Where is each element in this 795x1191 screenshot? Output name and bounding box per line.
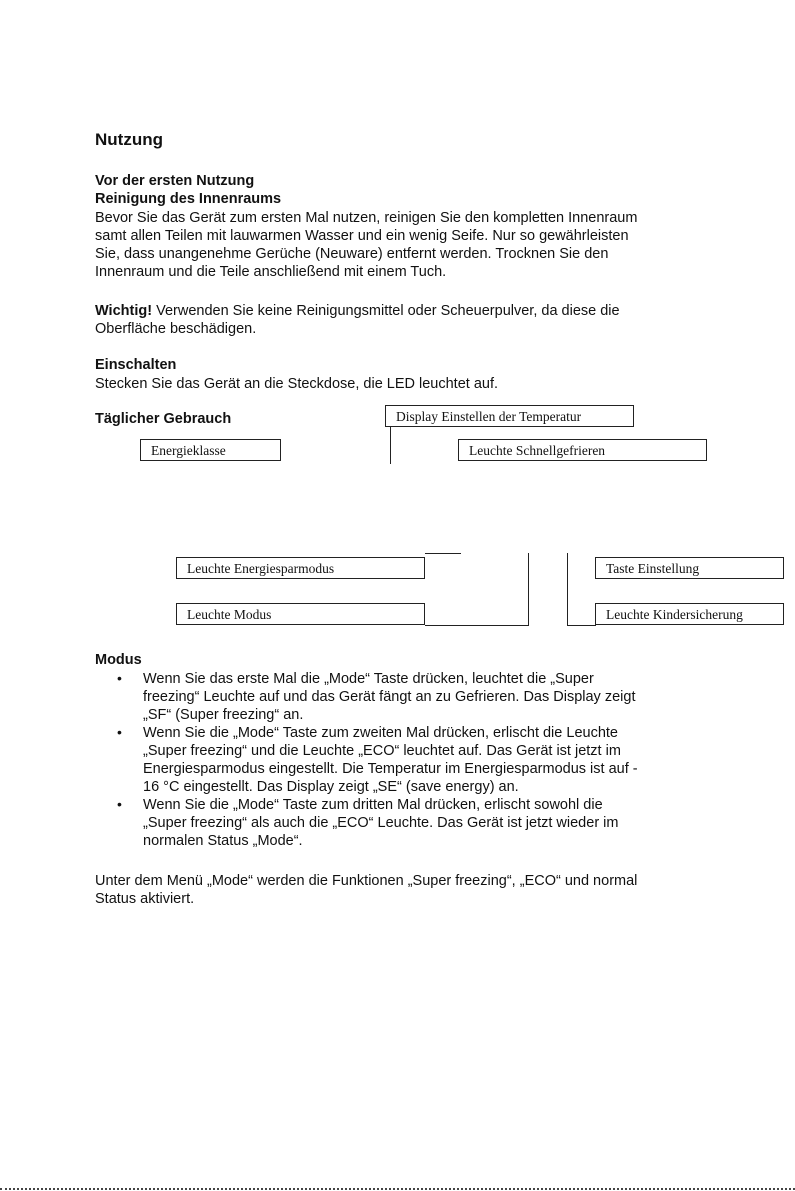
mode-bullet-2-line-1: Wenn Sie die „Mode“ Taste zum zweiten Mal drücken, erlischt die Leuchte bbox=[143, 725, 618, 741]
bottom-dotted-rule bbox=[0, 1188, 795, 1190]
section-heading-mode: Modus bbox=[95, 652, 142, 668]
leader-line-child-lock-h bbox=[567, 625, 596, 626]
bullet-marker-1: • bbox=[117, 670, 122, 686]
mode-bullet-1-line-2: freezing“ Leuchte auf und das Gerät fängt an zu Gefrieren. Das Display zeigt bbox=[143, 689, 636, 705]
subheading-cleaning: Reinigung des Innenraums bbox=[95, 191, 282, 207]
mode-bullet-3-line-1: Wenn Sie die „Mode“ Taste zum dritten Mal drücken, erlischt sowohl die bbox=[143, 797, 603, 813]
important-text: Verwenden Sie keine Reinigungsmittel oder Scheuerpulver, da diese die bbox=[152, 303, 620, 319]
mode-summary-line-2: Status aktiviert. bbox=[95, 891, 195, 907]
mode-bullet-1-line-1: Wenn Sie das erste Mal die „Mode“ Taste drücken, leuchtet die „Super bbox=[143, 671, 594, 687]
cleaning-line-3: Sie, dass unangenehme Gerüche (Neuware) entfernt werden. Trocknen Sie den bbox=[95, 246, 609, 262]
switch-on-text: Stecken Sie das Gerät an die Steckdose, die LED leuchtet auf. bbox=[95, 376, 499, 392]
section-heading-before-first-use: Vor der ersten Nutzung bbox=[95, 173, 255, 189]
label-energy-class: Energieklasse bbox=[140, 439, 281, 461]
label-energy-saving: Leuchte Energiesparmodus bbox=[176, 557, 425, 579]
leader-line-child-lock-v bbox=[567, 553, 568, 626]
label-setting-button: Taste Einstellung bbox=[595, 557, 784, 579]
label-display: Display Einstellen der Temperatur bbox=[385, 405, 634, 427]
label-child-lock: Leuchte Kindersicherung bbox=[595, 603, 784, 625]
section-heading-daily-use: Täglicher Gebrauch bbox=[95, 411, 232, 427]
mode-bullet-2-line-4: 16 °C eingestellt. Das Display zeigt „SE“ (save energy) an. bbox=[143, 779, 519, 795]
leader-line-mode-h bbox=[425, 625, 529, 626]
mode-bullet-2-line-3: Energiesparmodus eingestellt. Die Temperatur im Energiesparmodus ist auf - bbox=[143, 761, 638, 777]
section-heading-switch-on: Einschalten bbox=[95, 357, 177, 373]
leader-line-mode-v bbox=[528, 553, 529, 626]
bullet-marker-2: • bbox=[117, 724, 122, 740]
page-title: Nutzung bbox=[95, 130, 163, 149]
label-quick-freeze: Leuchte Schnellgefrieren bbox=[458, 439, 707, 461]
leader-line-energy-saving bbox=[425, 553, 461, 554]
mode-bullet-2-line-2: „Super freezing“ und die Leuchte „ECO“ leuchtet auf. Das Gerät ist jetzt im bbox=[143, 743, 621, 759]
cleaning-line-2: samt allen Teilen mit lauwarmen Wasser und ein wenig Seife. Nur so gewährleisten bbox=[95, 228, 629, 244]
leader-line-display bbox=[390, 427, 391, 464]
mode-summary-line-1: Unter dem Menü „Mode“ werden die Funktionen „Super freezing“, „ECO“ und normal bbox=[95, 873, 638, 889]
cleaning-line-4: Innenraum und die Teile anschließend mit einem Tuch. bbox=[95, 264, 447, 280]
mode-bullet-3-line-2: „Super freezing“ als auch die „ECO“ Leuchte. Das Gerät ist jetzt wieder im bbox=[143, 815, 619, 831]
important-label: Wichtig! bbox=[95, 303, 153, 319]
mode-bullet-3-line-3: normalen Status „Mode“. bbox=[143, 833, 303, 849]
important-note-line-1 bbox=[95, 302, 620, 320]
mode-bullet-1-line-3: „SF“ (Super freezing“ an. bbox=[143, 707, 304, 723]
cleaning-line-1: Bevor Sie das Gerät zum ersten Mal nutzen, reinigen Sie den kompletten Innenraum bbox=[95, 210, 638, 226]
important-note-line-2: Oberfläche beschädigen. bbox=[95, 321, 257, 337]
label-mode-light: Leuchte Modus bbox=[176, 603, 425, 625]
bullet-marker-3: • bbox=[117, 796, 122, 812]
